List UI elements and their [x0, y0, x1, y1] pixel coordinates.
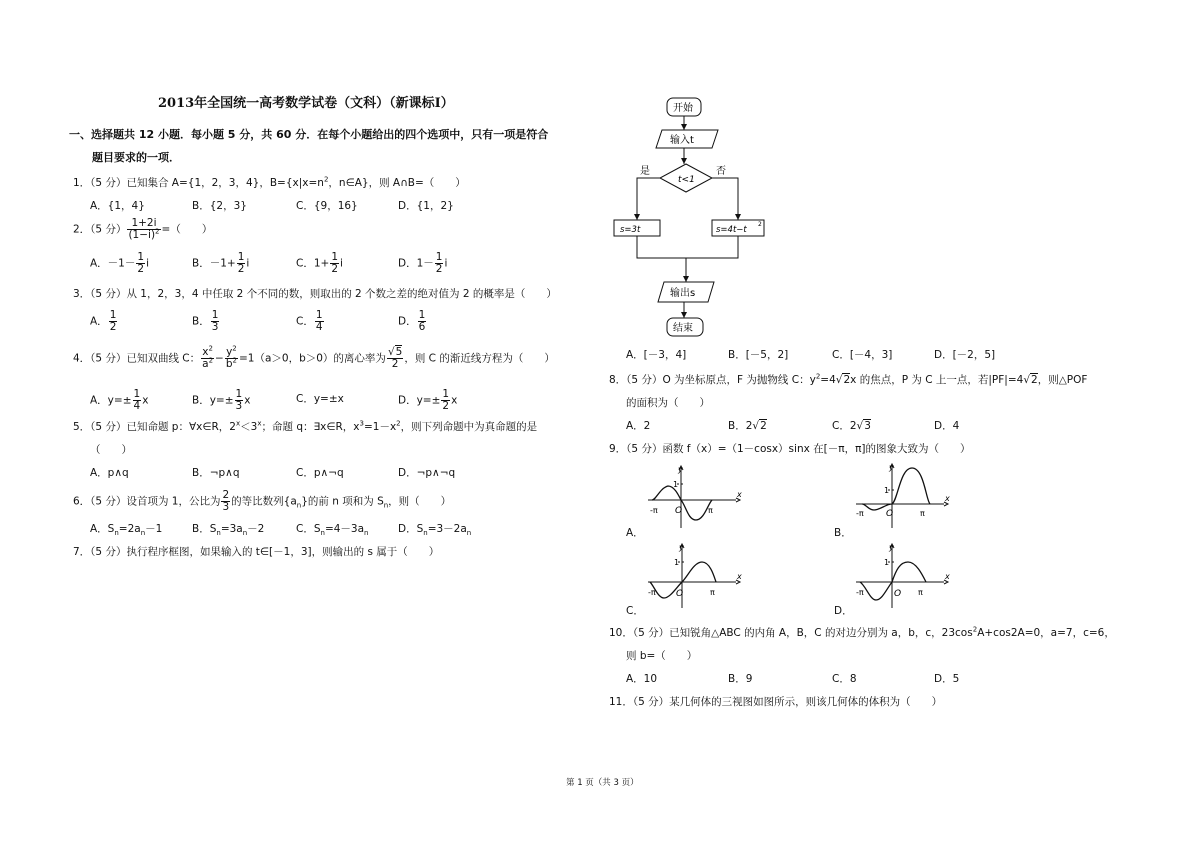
q2-option-a: A．－1－ $\frac{1}{2}$ i	[90, 251, 149, 275]
flow-left-text: s=3t	[620, 225, 641, 235]
svg-text:y: y	[679, 543, 684, 552]
svg-text:1: 1	[884, 486, 890, 495]
flowchart	[600, 92, 780, 342]
flow-input-text: 输入t	[670, 135, 694, 146]
graph-b	[852, 460, 952, 530]
q8-option-b: B．2√2	[728, 420, 767, 432]
q7-option-c: C．[－4，3]	[832, 349, 893, 361]
q5-paren: （ ）	[90, 444, 132, 456]
question-6: 6．（5 分）设首项为 1，公比为 $\frac{2}{3}$ 的等比数列$\{a_n\}$的前 n 项和为 $S_n$，则（ ）	[73, 489, 452, 513]
svg-text:-π: -π	[856, 509, 864, 518]
svg-text:y: y	[889, 463, 894, 472]
svg-text:1: 1	[884, 558, 890, 567]
graph-c	[644, 540, 744, 610]
flow-start-text: 开始	[673, 103, 693, 114]
graph-c-label: C．	[626, 605, 644, 617]
svg-text:x: x	[737, 572, 742, 581]
svg-text:y: y	[889, 543, 894, 552]
svg-text:1: 1	[674, 558, 680, 567]
q3-option-d: D． $\frac{1}{6}$	[398, 309, 426, 333]
q5-option-c: C．p∧¬q	[296, 467, 344, 479]
q1-option-c: C．{9，16}	[296, 200, 358, 212]
question-11: 11．（5 分）某几何体的三视图如图所示，则该几何体的体积为（ ）	[609, 696, 943, 708]
q8-option-c: C．2√3	[832, 420, 871, 432]
section-heading-cont: 题目要求的一项．	[92, 151, 180, 164]
svg-text:π: π	[710, 588, 715, 597]
q4-option-d: D．y=± $\frac{1}{2}$ x	[398, 388, 458, 412]
q10-option-b: B．9	[728, 673, 753, 685]
q7-option-a: A．[－3，4]	[626, 349, 687, 361]
q10-option-d: D．5	[934, 673, 960, 685]
q5-option-b: B．¬p∧q	[192, 467, 240, 479]
flow-right-sup: 2	[758, 221, 762, 228]
q6-option-b: B．$S_n=3a_n-2$	[192, 523, 265, 538]
question-7: 7．（5 分）执行程序框图，如果输入的 t∈[－1，3]，则输出的 s 属于（ ）	[73, 546, 440, 558]
q2-option-d: D．1－ $\frac{1}{2}$ i	[398, 251, 448, 275]
q4-option-b: B．y=± $\frac{1}{3}$ x	[192, 388, 251, 412]
q4-option-a: A．y=± $\frac{1}{4}$ x	[90, 388, 149, 412]
svg-text:x: x	[945, 572, 950, 581]
q10-option-c: C．8	[832, 673, 857, 685]
section-heading: 一、选择题共 12 小题．每小题 5 分，共 60 分．在每个小题给出的四个选项中，只有一项是符合	[69, 128, 549, 141]
flow-output-text: 输出s	[670, 288, 696, 299]
q8-line2: 的面积为（ ）	[626, 397, 710, 409]
graph-b-label: B．	[834, 527, 852, 539]
svg-text:-π: -π	[650, 506, 658, 515]
q7-option-d: D．[－2，5]	[934, 349, 996, 361]
question-10: 10．（5 分）已知锐角△ABC 的内角 A，B，C 的对边分别为 a，b，c，$23\cos^2A+\cos 2A=0$，a=7，c=6，	[609, 625, 1115, 639]
svg-text:O: O	[886, 509, 894, 519]
svg-text:-π: -π	[648, 588, 656, 597]
svg-text:y: y	[678, 465, 683, 474]
q1-option-d: D．{1，2}	[398, 200, 454, 212]
flow-cond-text: t<1	[678, 175, 695, 185]
graph-a	[644, 460, 744, 530]
q2-option-c: C．1+ $\frac{1}{2}$ i	[296, 251, 343, 275]
q4-option-c: C．y=±x	[296, 393, 344, 405]
q6-option-c: C．$S_n=4-3a_n$	[296, 523, 369, 538]
question-1: 1．（5 分）已知集合 A={1，2，3，4}，$B=\{x|x=n^2$，n∈A}，则 A∩B=（ ）	[73, 175, 466, 189]
graph-d-label: D．	[834, 605, 853, 617]
question-9: 9．（5 分）函数 f（x）=（1－cosx）sinx 在[－π，π]的图象大致为（ ）	[609, 443, 971, 455]
page-title: 2013年全国统一高考数学试卷（文科）（新课标Ⅰ）	[158, 96, 454, 111]
svg-text:x: x	[737, 490, 742, 499]
q3-option-b: B． $\frac{1}{3}$	[192, 309, 219, 333]
flow-end-text: 结束	[673, 323, 693, 334]
q3-option-c: C． $\frac{1}{4}$	[296, 309, 323, 333]
svg-text:O: O	[675, 506, 683, 516]
flow-right-text: s=4t−t	[716, 225, 747, 235]
q8-option-a: A．2	[626, 420, 651, 432]
question-5: 5．（5 分）已知命题 p：∀x∈R，$2^x<3^x$；命题 q：∃x∈R，$x^3=1-x^2$，则下列命题中为真命题的是	[73, 419, 538, 433]
svg-text:π: π	[708, 506, 713, 515]
graph-a-label: A．	[626, 527, 644, 539]
q2-option-b: B．－1+ $\frac{1}{2}$ i	[192, 251, 250, 275]
svg-text:1: 1	[673, 480, 679, 489]
svg-text:O: O	[676, 589, 684, 599]
q5-option-d: D．¬p∧¬q	[398, 467, 456, 479]
q3-option-a: A． $\frac{1}{2}$	[90, 309, 117, 333]
svg-text:O: O	[894, 589, 902, 599]
flow-yes-text: 是	[640, 166, 650, 177]
page-footer: 第 1 页（共 3 页）	[566, 778, 639, 788]
question-2: 2．（5 分） $\frac{1+2i}{(1-i)^2}$ =（ ）	[73, 217, 213, 241]
flow-no-text: 否	[716, 166, 726, 177]
q6-option-d: D．$S_n=3-2a_n$	[398, 523, 472, 538]
q10-line2: 则 b=（ ）	[626, 650, 698, 662]
svg-text:x: x	[945, 494, 950, 503]
question-8: 8．（5 分）O 为坐标原点，F 为抛物线 C：$y^2=4√2x$ 的焦点，P 为 C 上一点，若|PF|=4√2，则△POF	[609, 372, 1088, 386]
q10-option-a: A．10	[626, 673, 658, 685]
svg-text:-π: -π	[856, 588, 864, 597]
q5-option-a: A．p∧q	[90, 467, 129, 479]
q8-option-d: D．4	[934, 420, 960, 432]
q1-option-b: B．{2，3}	[192, 200, 247, 212]
question-3: 3．（5 分）从 1，2，3，4 中任取 2 个不同的数，则取出的 2 个数之差的绝对值为 2 的概率是（ ）	[73, 288, 557, 300]
graph-d	[852, 540, 952, 610]
question-4: 4．（5 分）已知双曲线 C： $\frac{x^2}{a^2}$ − $\frac{y^2}{b^2}$ =1（a＞0，b＞0）的离心率为 $\frac{√5}{2}$ ，则 C 的渐近线方程为（ ）	[73, 344, 555, 370]
q7-option-b: B．[－5，2]	[728, 349, 789, 361]
q1-option-a: A．{1，4}	[90, 200, 145, 212]
svg-text:π: π	[920, 509, 925, 518]
q6-option-a: A．$S_n=2a_n-1$	[90, 523, 163, 538]
svg-text:π: π	[918, 588, 923, 597]
